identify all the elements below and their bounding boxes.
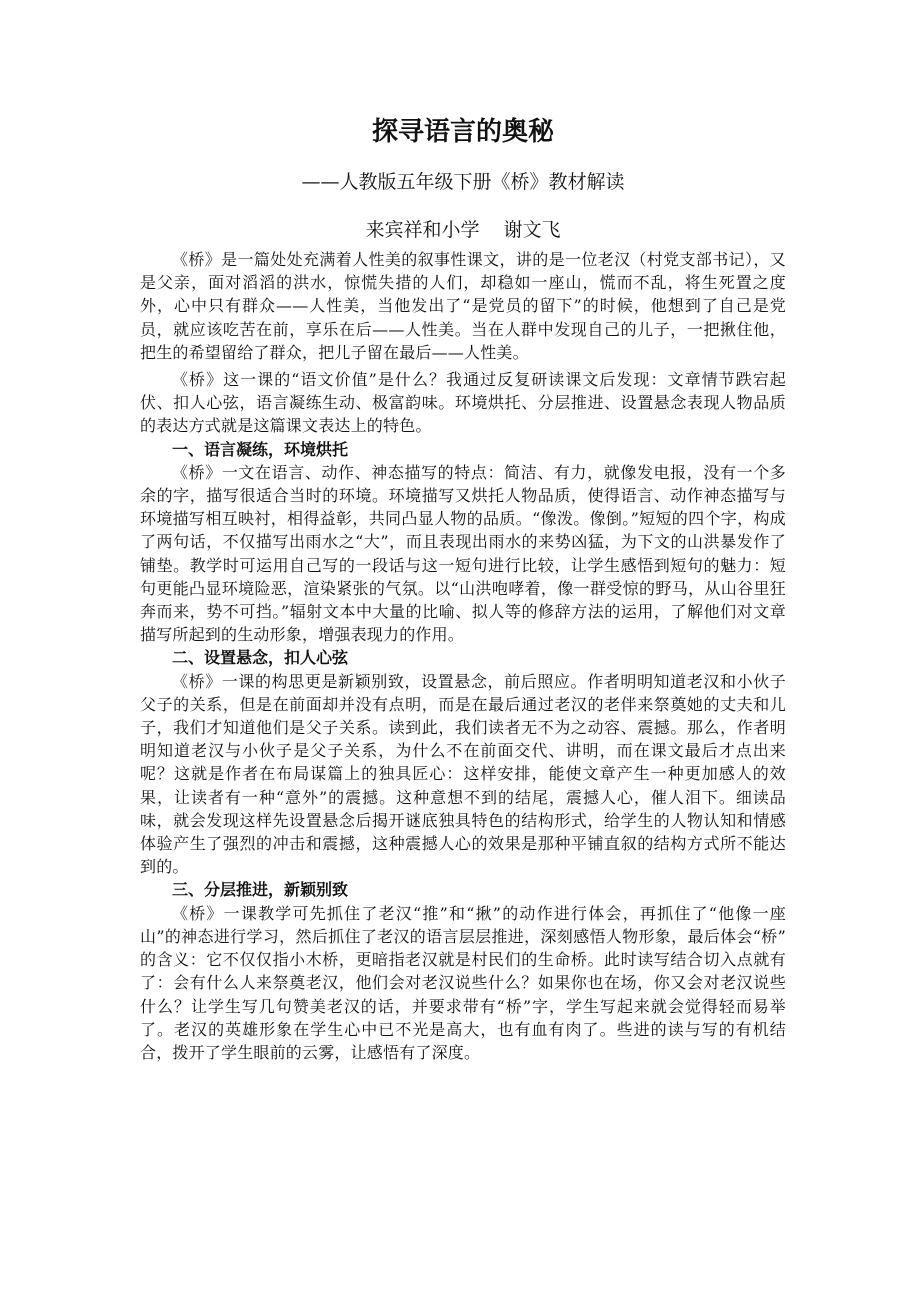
- author-name: 谢文飞: [503, 219, 561, 241]
- section-heading-2: 二、设置悬念，扣人心弦: [172, 648, 349, 668]
- author-school: 来宾祥和小学: [365, 219, 480, 241]
- paragraph-language-value: 《桥》这一课的“语文价值”是什么？我通过反复研读课文后发现：文章情节跌宕起伏、扣人心弦，语言凝练生动、极富韵味。环境烘托、分层推进、设置悬念表现人物品质的表达方式就是这篇课文表达上的特色。: [140, 370, 786, 436]
- author-line: [140, 216, 786, 244]
- paragraph-section-3: 《桥》一课教学可先抓住了老汉“推”和“揪”的动作进行体会，再抓住了“他像一座山”的神态进行学习，然后抓住了老汉的语言层层推进，深刻感悟人物形象，最后体会“桥” 的含义：它不仅仅指小木桥，更暗指老汉就是村民们的生命桥。此时读写结合切入点就有了：会有什么人来祭奠老汉，他们会对老汉说些什么？如果你也在场，你又会对老汉说些什么？让学生写几句赞美老汉的话，并要求带有“桥”字，学生写起来就会觉得轻而易举了。老汉的英雄形象在学生心中已不光是高大，也有血有肉了。些进的读与写的有机结合，拨开了学生眼前的云雾，让感悟有了深度。: [140, 903, 803, 1062]
- document-subtitle: ——人教版五年级下册《桥》教材解读: [301, 171, 625, 193]
- paragraph-intro: 《桥》是一篇处处充满着人性美的叙事性课文，讲的是一位老汉（村党支部书记），又是父亲，面对滔滔的洪水，惊慌失措的人们，却稳如一座山，慌而不乱，将生死置之度外，心中只有群众——人性美，当他发出了“是党员的留下”的时候，他想到了自己是党员，就应该吃苦在前，享乐在后——人性美。当在人群中发现自己的儿子，一把揪住他，把生的希望留给了群众，把儿子留在最后——人性美。: [140, 250, 786, 362]
- paragraph-section-2: 《桥》一课的构思更是新颖别致，设置悬念，前后照应。作者明明知道老汉和小伙子父子的关系，但是在前面却并没有点明，而是在最后通过老汉的老伴来祭奠她的丈夫和儿子，我们才知道他们是父子关系。读到此，我们读者无不为之动容、震撼。那么，作者明明知道老汉与小伙子是父子关系，为什么不在前面交代、讲明，而在课文最后才点出来呢？这就是作者在布局谋篇上的独具匠心：这样安排，能使文章产生一种更加感人的效果，让读者有一种“意外”的震撼。这种意想不到的结尾，震撼人心，催人泪下。细读品味，就会发现这样先设置悬念后揭开谜底独具特色的结构形式，给学生的人物认知和情感体验产生了强烈的冲击和震撼，这种震撼人心的效果是那种平铺直叙的结构方式所不能达到的。: [140, 671, 786, 877]
- section-heading-1: 一、语言凝练，环境烘托: [172, 439, 349, 459]
- document-title: 探寻语言的奥秘: [371, 117, 554, 147]
- document-page: [140, 112, 803, 1064]
- paragraph-section-1: 《桥》一文在语言、动作、神态描写的特点：简洁、有力，就像发电报，没有一个多余的字，描写很适合当时的环境。环境描写又烘托人物品质，使得语言、动作神态描写与环境描写相互映衬，相得益彰，共同凸显人物的品质。“像泼。像倒。”短短的四个字，构成了两句话，不仅描写出雨水之“大”，而且表现出雨水的来势凶猛，为下文的山洪暴发作了铺垫。教学时可运用自己写的一段话与这一短句进行比较，让学生感悟到短句的魅力：短句更能凸显环境险恶，渲染紧张的气氛。以“山洪咆哮着，像一群受惊的野马，从山谷里狂奔而来，势不可挡。”辐射文本中大量的比喻、拟人等的修辞方法的运用，了解他们对文章描写所起到的生动形象，增强表现力的作用。: [140, 462, 786, 645]
- section-heading-3: 三、分层推进，新颖别致: [172, 880, 349, 900]
